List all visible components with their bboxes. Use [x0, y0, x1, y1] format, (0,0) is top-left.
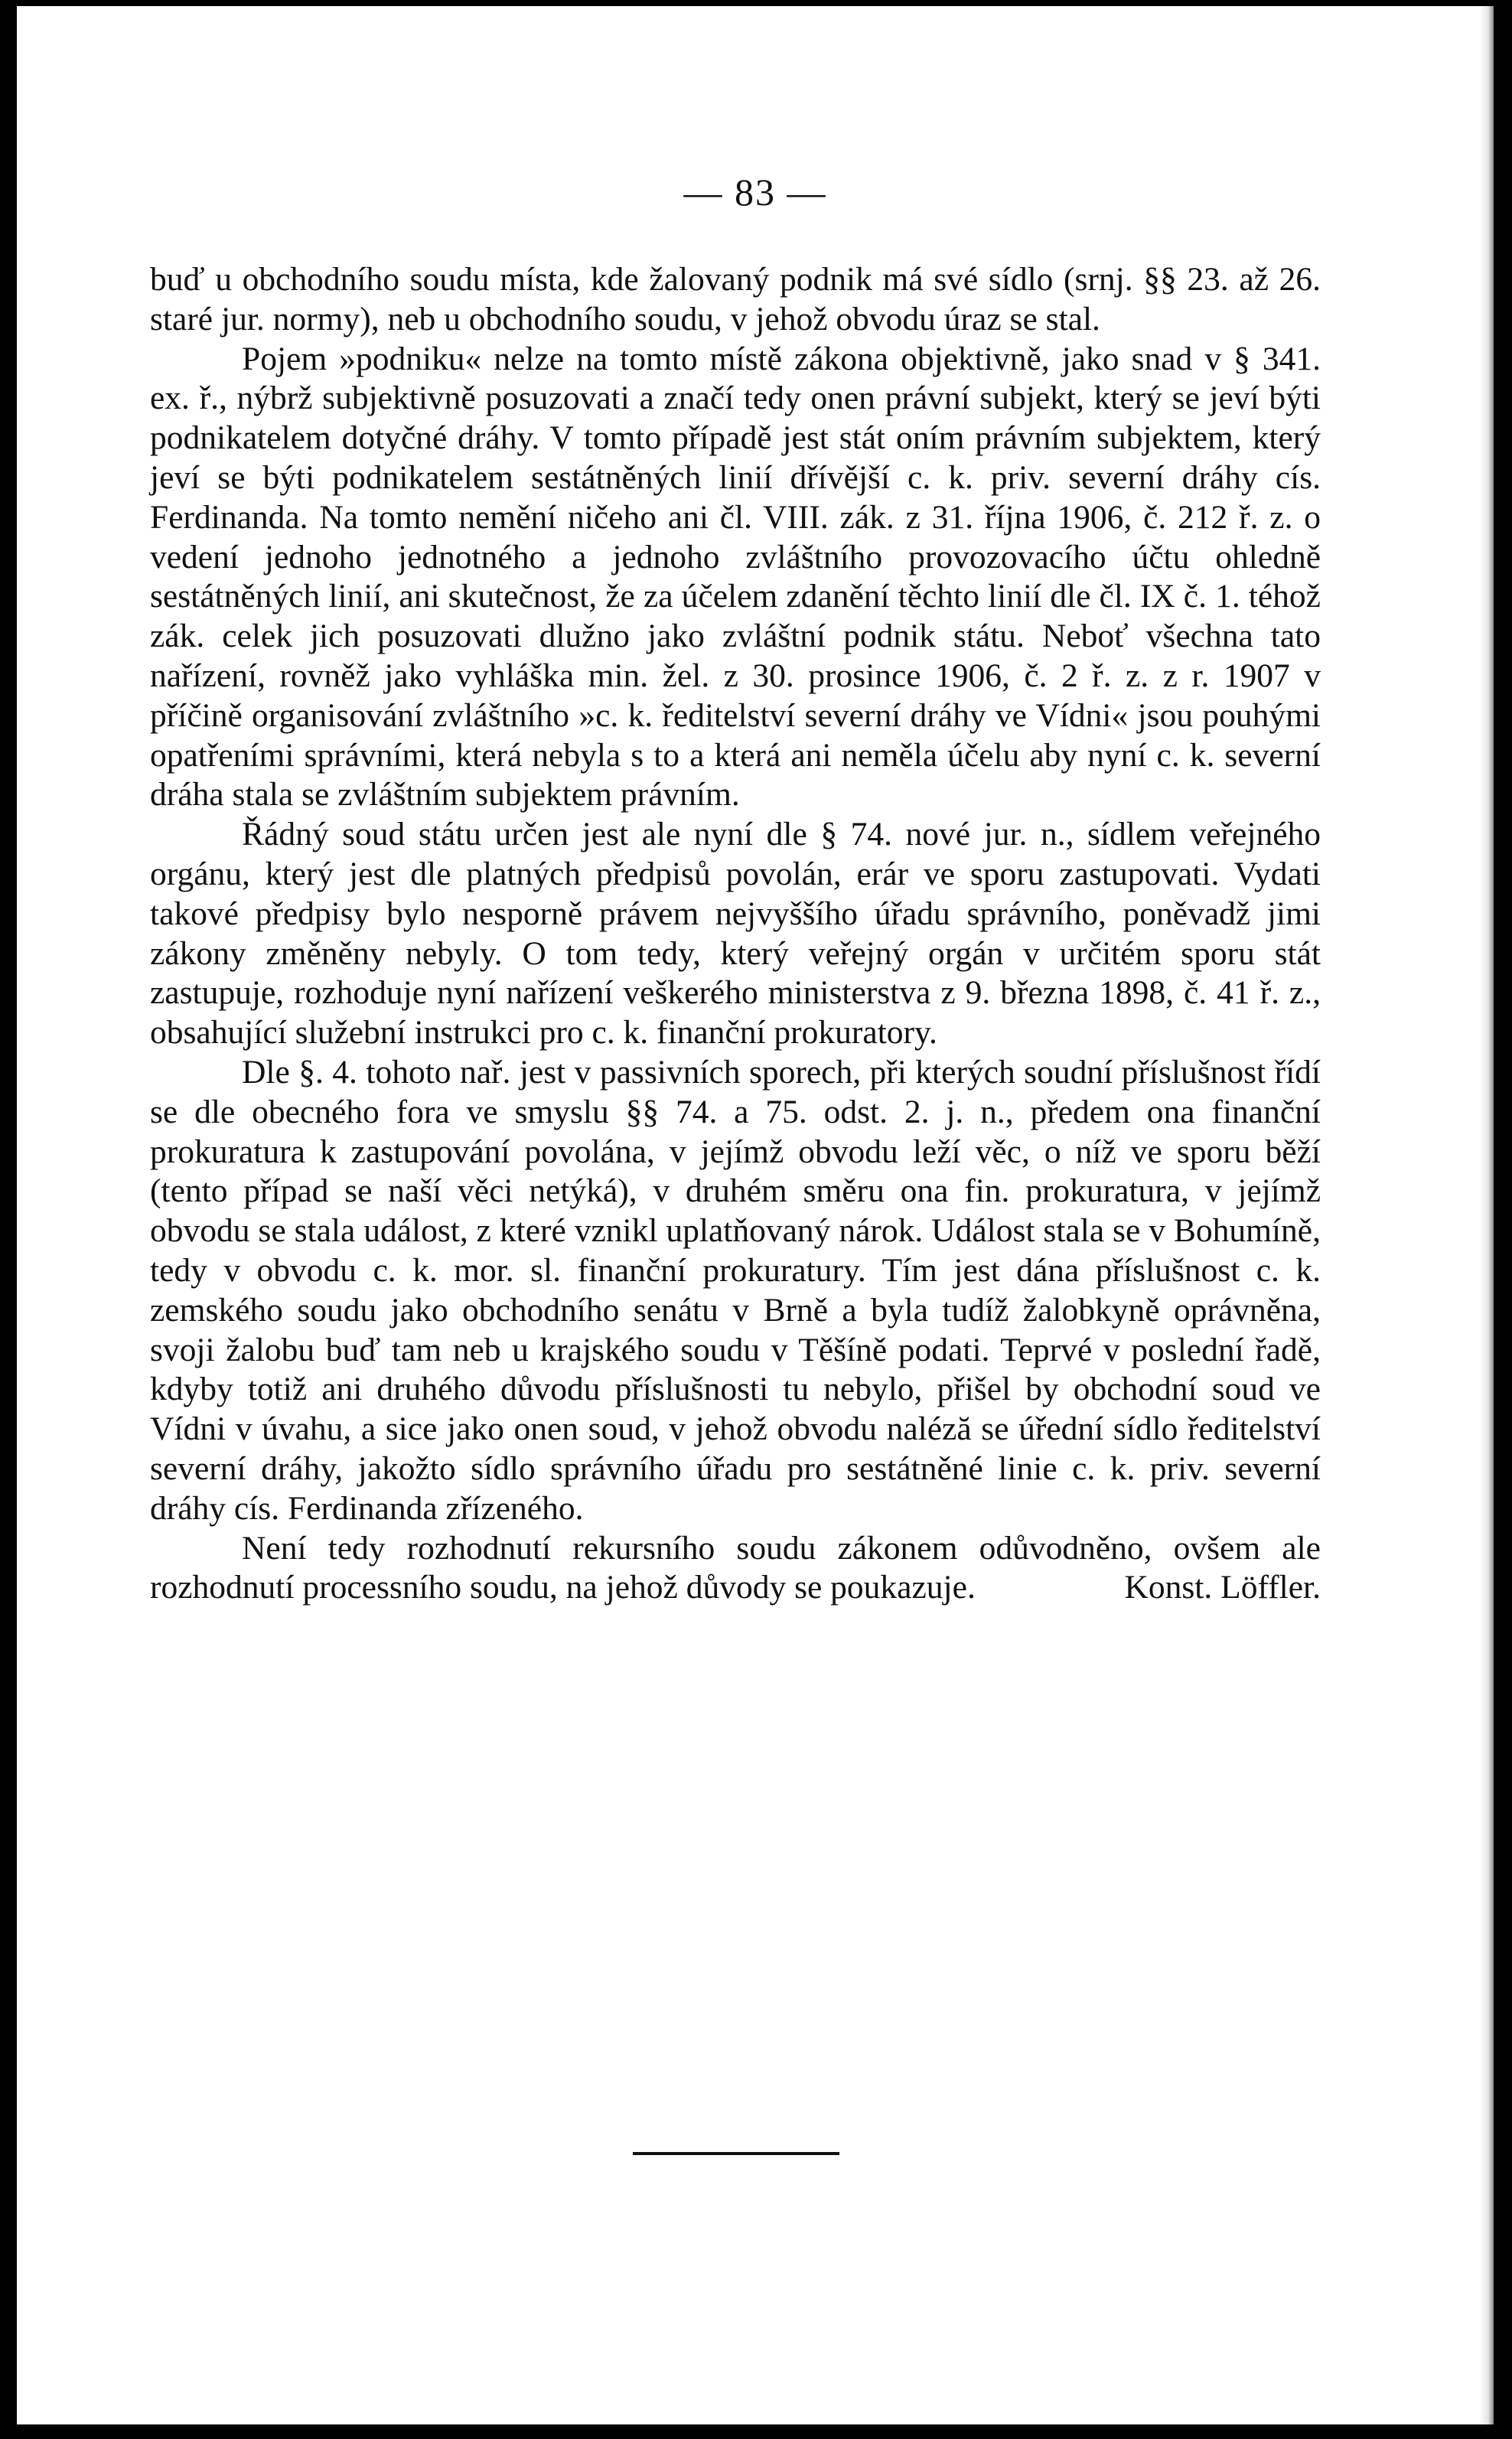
closing-block: [150, 1529, 1321, 1609]
page-edge-shadow: [1480, 6, 1494, 2424]
page-number: — 83 —: [683, 171, 827, 214]
paragraph-4: Dle §. 4. tohoto nař. jest v passivních sporech, při kterých soudní příslušnost řídí se dle obecného fora ve smyslu §§ 74. a 75. odst. 2. j. n., předem ona finanční prokuratura k zastupování povolána, v jejímž obvodu leží věc, o níž ve sporu běží (tento případ se naší věci netýká), v druhém směru ona fin. prokuratura, v jejímž obvodu se stala událost, z které vznikl uplatňovaný nárok. Událost stala se v Bohumíně, tedy v obvodu c. k. mor. sl. finanční prokuratury. Tím jest dána příslušnost c. k. zemského soudu jako obchodního senátu v Brně a byla tudíž žalobkyně oprávněna, svoji žalobu buď tam neb u krajského soudu v Těšíně podati. Teprvé v poslední řadě, kdyby totiž ani druhého důvodu příslušnosti tu nebylo, přišel by obchodní soud ve Vídni v úvahu, a sice jako onen soud, v jehož obvodu naléză se úřední sídlo ředitelství severní dráhy, jakožto sídlo správního úřadu pro sestátněné linie c. k. priv. severní dráhy cís. Ferdinanda zřízeného.: [150, 1053, 1321, 1527]
paragraph-1: buď u obchodního soudu místa, kde žalovaný podnik má své sídlo (srnj. §§ 23. až 26. staré jur. normy), neb u obchodního soudu, v jehož obvodu úraz se stal.: [150, 261, 1321, 337]
paragraph-2: Pojem »podniku« nelze na tomto místě zákona objektivně, jako snad v § 341. ex. ř., nýbrž subjektivně posuzovati a značí tedy onen právní subjekt, který se jeví býti podnikatelem dotyčné dráhy. V tomto případě jest stát oním právním subjektem, který jeví se býti podnikatelem sestátněných linií dřívější c. k. priv. severní dráhy cís. Ferdinanda. Na tomto nemění ničeho ani čl. VIII. zák. z 31. října 1906, č. 212 ř. z. o vedení jednoho jednotného a jednoho zvláštního provozovacího účtu ohledně sestátněných linií, ani skutečnost, že za účelem zdanění těchto linií dle čl. IX č. 1. téhož zák. celek jich posuzovati dlužno jako zvláštní podnik státu. Neboť všechna tato nařízení, rovněž jako vyhláška min. žel. z 30. prosince 1906, č. 2 ř. z. z r. 1907 v příčině organisování zvláštního »c. k. ředitelství severní dráhy ve Vídni« jsou pouhými opatřeními správními, která nebyla s to a která ani neměla účelu aby nyní c. k. severní dráha stala se zvláštním subjektem právním.: [150, 340, 1321, 814]
document-page: [17, 6, 1494, 2424]
separator-rule: [633, 2152, 839, 2155]
body-text: [150, 260, 1321, 1608]
closing-text: Není tedy rozhodnutí rekursního soudu zákonem odůvodněno, ovšem ale rozhodnutí processního soudu, na jehož důvody se poukazuje.: [150, 1529, 1321, 1606]
paragraph-3: Řádný soud státu určen jest ale nyní dle § 74. nové jur. n., sídlem veřejného orgánu, který jest dle platných předpisů povolán, erár ve sporu zastupovati. Vydati takové předpisy bylo nesporně právem nejvyššího úřadu správního, poněvadž jimi zákony změněny nebyly. O tom tedy, který veřejný orgán v určitém sporu stát zastupuje, rozhoduje nyní nařízení veškerého ministerstva z 9. března 1898, č. 41 ř. z., obsahující služební instrukci pro c. k. finanční prokuratory.: [150, 816, 1321, 1052]
signature: Konst. Löffler.: [1124, 1569, 1321, 1606]
paragraph-5: [150, 1529, 1321, 1609]
